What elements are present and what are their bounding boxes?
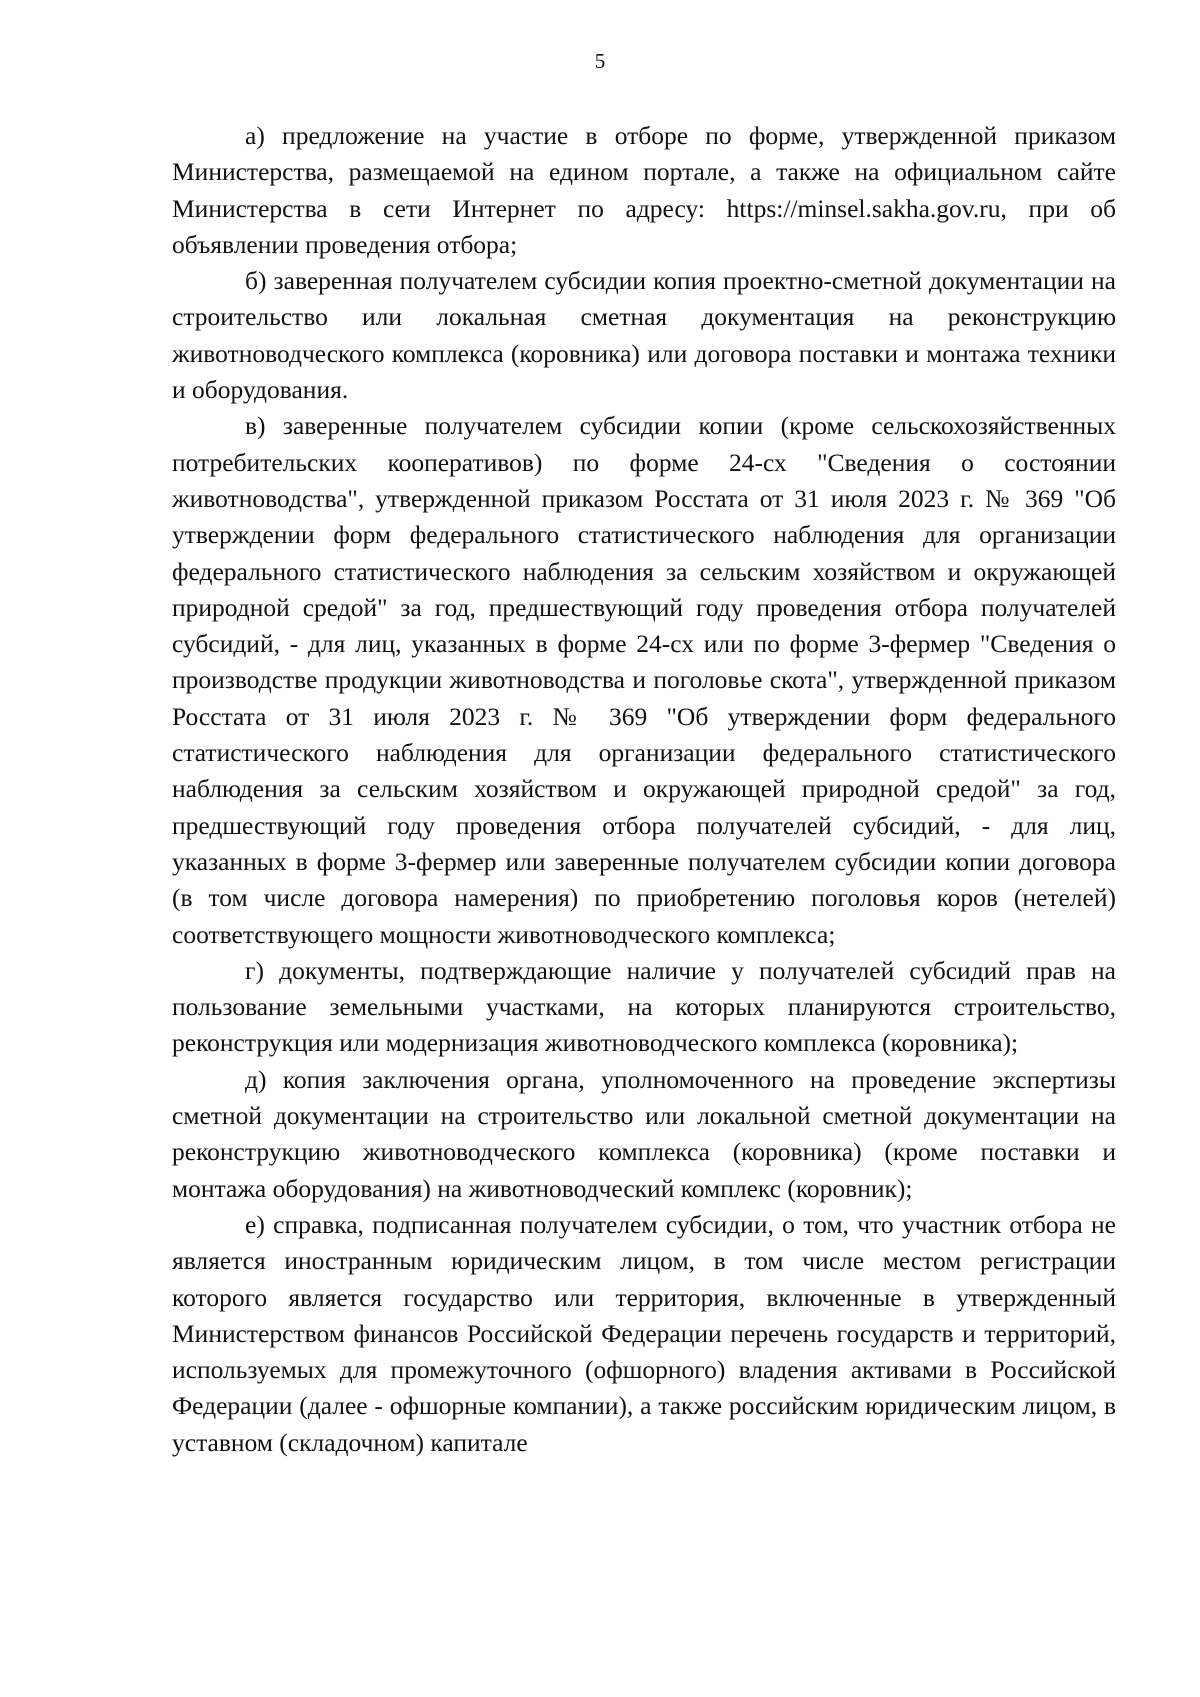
- paragraph-v: в) заверенные получателем субсидии копии (кроме сельскохозяйственных потребительских кооперативов) по форме 24-сх "Сведения о состоянии животноводства", утвержденной приказом Росстата от 31 июля 2023 г. № 369 "Об утверждении форм федерального статистического наблюдения для организации федерального статистического наблюдения за сельским хозяйством и окружающей природной средой" за год, предшествующий году проведения отбора получателей субсидий, - для лиц, указанных в форме 24-сх или по форме 3-фермер "Сведения о производстве продукции животноводства и поголовье скота", утвержденной приказом Росстата от 31 июля 2023 г. № 369 "Об утверждении форм федерального статистического наблюдения для организации федерального статистического наблюдения за сельским хозяйством и окружающей природной средой" за год, предшествующий году проведения отбора получателей субсидий, - для лиц, указанных в форме 3-фермер или заверенные получателем субсидии копии договора (в том числе договора намерения) по приобретению поголовья коров (нетелей) соответствующего мощности животноводческого комплекса;: [172, 411, 1116, 949]
- document-body: [172, 118, 1116, 1461]
- paragraph-d: д) копия заключения органа, уполномоченного на проведение экспертизы сметной документации на строительство или локальной сметной документации на реконструкцию животноводческого комплекса (коровника) (кроме поставки и монтажа оборудования) на животноводческий комплекс (коровник);: [172, 1064, 1116, 1203]
- paragraph-b: б) заверенная получателем субсидии копия проектно-сметной документации на строительство или локальная сметная документация на реконструкцию животноводческого комплекса (коровника) или договора поставки и монтажа техники и оборудования.: [172, 266, 1116, 405]
- page-number: 5: [594, 49, 606, 73]
- paragraph-g: г) документы, подтверждающие наличие у получателей субсидий прав на пользование земельными участками, на которых планируются строительство, реконструкция или модернизация животноводческого комплекса (коровника);: [172, 955, 1116, 1058]
- paragraph-e: е) справка, подписанная получателем субсидии, о том, что участник отбора не является иностранным юридическим лицом, в том числе местом регистрации которого является государство или территория, включенные в утвержденный Министерством финансов Российской Федерации перечень государств и территорий, используемых для промежуточного (офшорного) владения активами в Российской Федерации (далее - офшорные компании), а также российским юридическим лицом, в уставном (складочном) капитале: [172, 1209, 1116, 1457]
- paragraph-a: а) предложение на участие в отборе по форме, утвержденной приказом Министерства, размещаемой на едином портале, а также на официальном сайте Министерства в сети Интернет по адресу: https://minsel.sakha.gov.ru, при об объявлении проведения отбора;: [172, 121, 1116, 259]
